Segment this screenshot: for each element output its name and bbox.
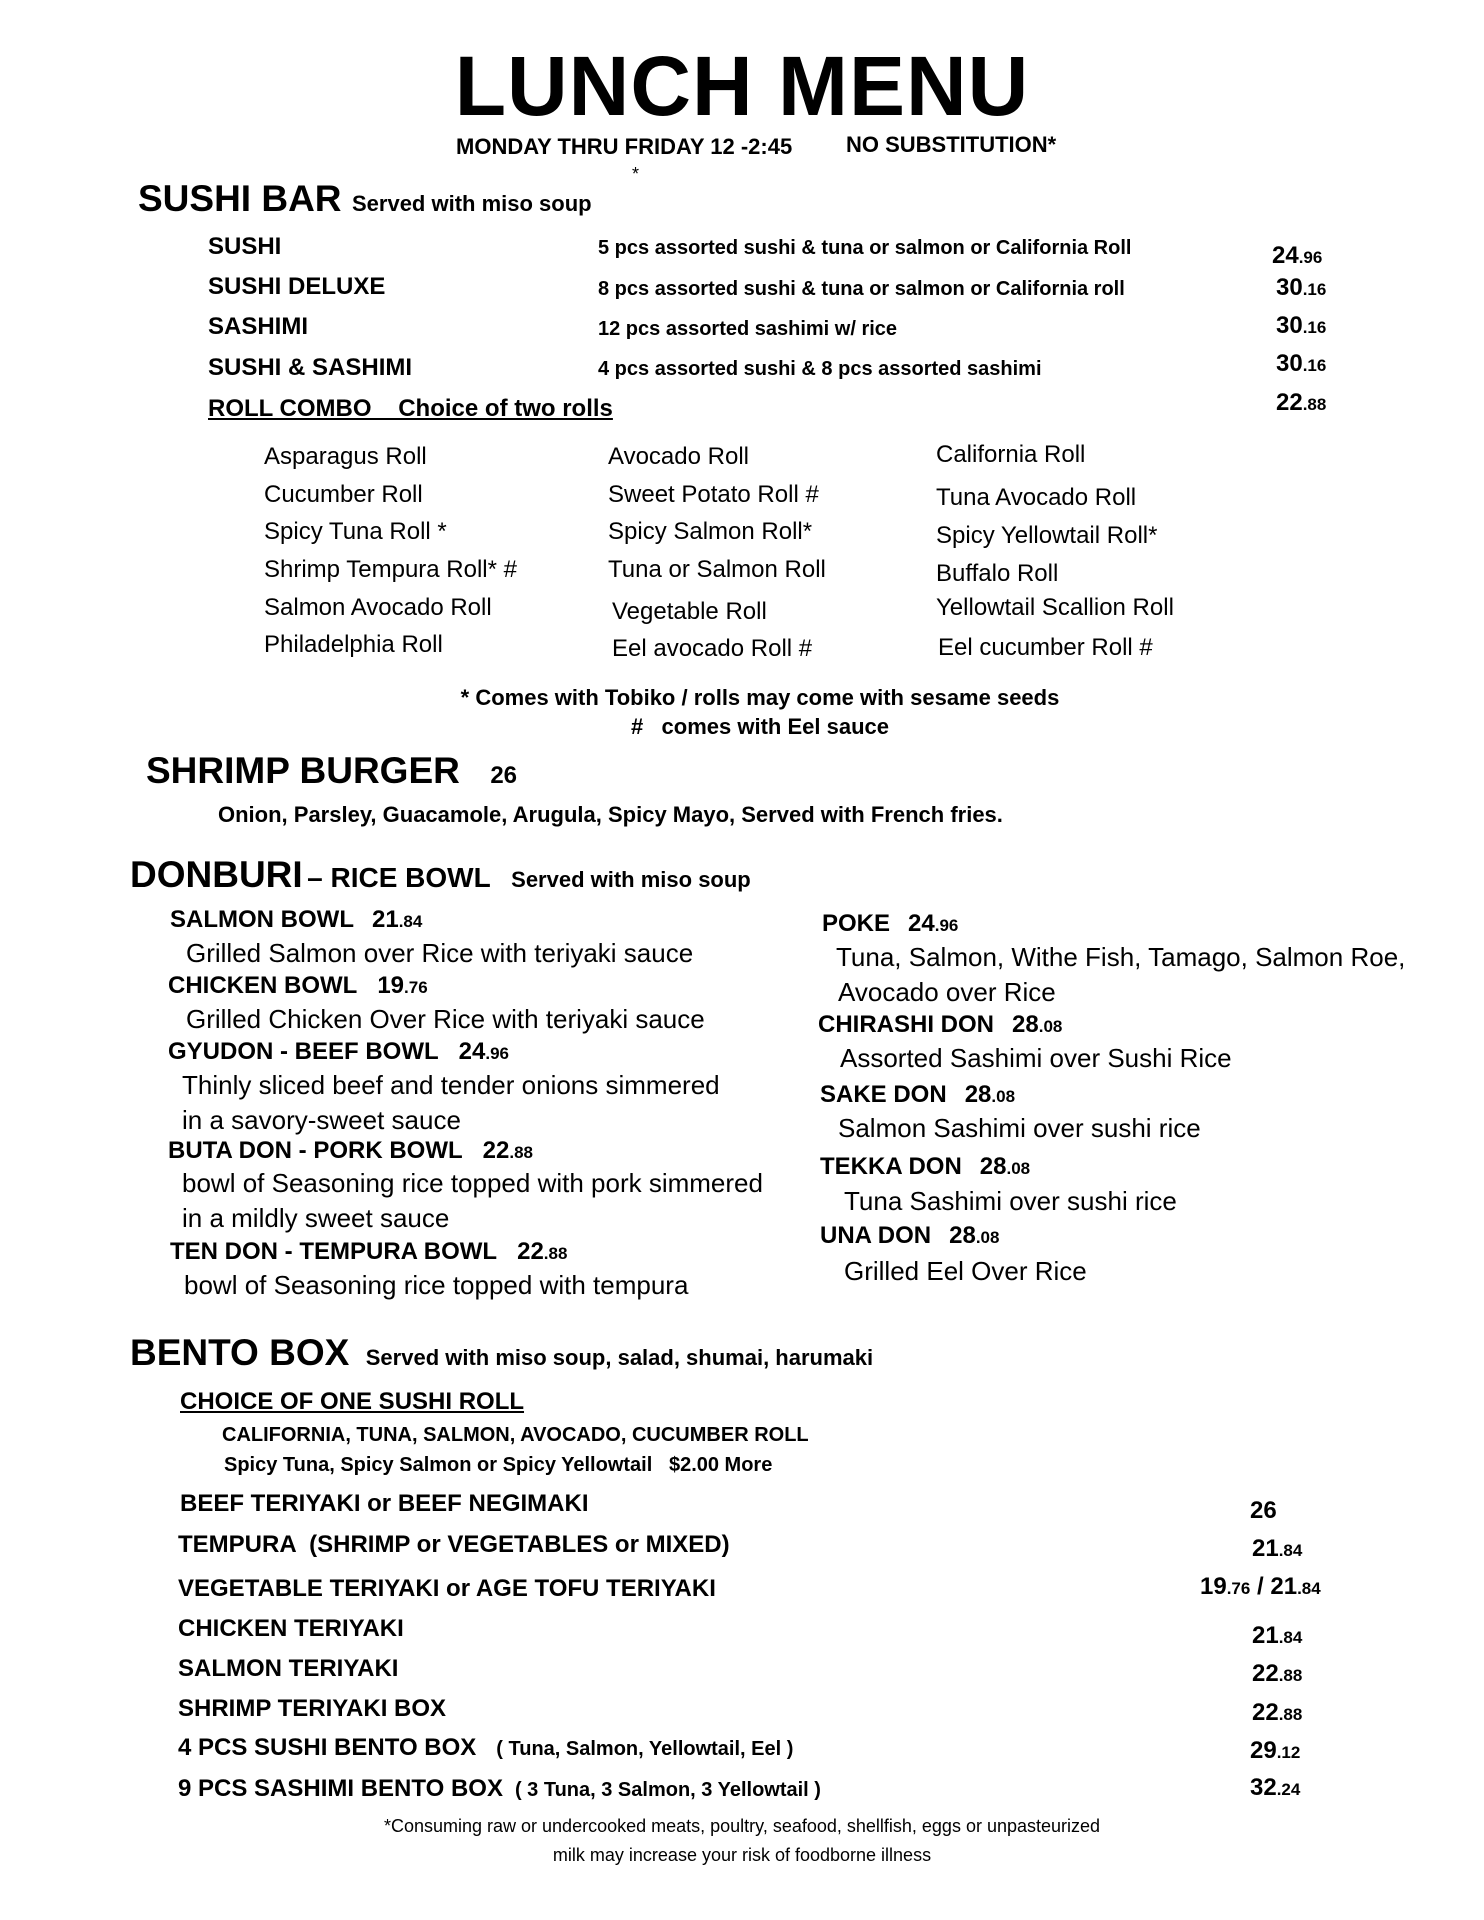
donburi-item-desc: Thinly sliced beef and tender onions simmered — [182, 1070, 720, 1100]
roll-item: Buffalo Roll — [936, 560, 1059, 587]
donburi-title-rice-bowl: – RICE BOWL — [307, 862, 491, 893]
bento-item-name: 4 PCS SUSHI BENTO BOX ( Tuna, Salmon, Yellowtail, Eel ) — [178, 1734, 794, 1761]
donburi-item-desc: Avocado over Rice — [838, 977, 1056, 1007]
roll-item: Sweet Potato Roll # — [608, 481, 819, 508]
donburi-item-desc: Tuna, Salmon, Withe Fish, Tamago, Salmon Roe, — [836, 942, 1406, 972]
eel-sauce-footnote: # comes with Eel sauce — [630, 714, 889, 739]
donburi-item-desc: bowl of Seasoning rice topped with pork simmered — [182, 1168, 763, 1198]
bento-item-price: 21.84 — [1252, 1622, 1303, 1649]
bento-item-name: SALMON TERIYAKI — [178, 1655, 399, 1682]
donburi-item-name: SAKE DON 28.08 — [820, 1081, 1016, 1108]
roll-item: Salmon Avocado Roll — [264, 594, 492, 621]
shrimp-burger-price: 26 — [490, 762, 518, 789]
donburi-item-name: TEN DON - TEMPURA BOWL 22.88 — [170, 1238, 568, 1265]
roll-item: Spicy Tuna Roll * — [264, 518, 447, 545]
donburi-item-desc: bowl of Seasoning rice topped with tempura — [184, 1270, 689, 1300]
sushi-item-price: 24.96 — [1272, 242, 1323, 269]
bento-choice-line1: CALIFORNIA, TUNA, SALMON, AVOCADO, CUCUMBER ROLL — [222, 1424, 809, 1446]
roll-item: Philadelphia Roll — [264, 631, 443, 658]
bento-item-price: 19.76 / 21.84 — [1200, 1573, 1321, 1600]
sushi-item-name: SASHIMI — [208, 313, 309, 340]
roll-item: Tuna or Salmon Roll — [608, 556, 826, 583]
roll-item: Eel cucumber Roll # — [938, 634, 1153, 661]
shrimp-burger-desc: Onion, Parsley, Guacamole, Arugula, Spicy Mayo, Served with French fries. — [218, 802, 1003, 827]
bento-choice-title: CHOICE OF ONE SUSHI ROLL — [180, 1388, 525, 1415]
donburi-item-name: POKE 24.96 — [822, 910, 959, 937]
shrimp-burger-title: SHRIMP BURGER — [146, 750, 460, 791]
page-title: LUNCH MENU — [454, 39, 1030, 133]
donburi-item-name: UNA DON 28.08 — [820, 1222, 1000, 1249]
sushi-bar-heading — [138, 178, 592, 220]
sushi-bar-subtitle: Served with miso soup — [351, 191, 592, 216]
sushi-item-price: 30.16 — [1276, 350, 1327, 377]
bento-item-name: BEEF TERIYAKI or BEEF NEGIMAKI — [180, 1490, 589, 1517]
sushi-item-desc: 4 pcs assorted sushi & 8 pcs assorted sashimi — [598, 358, 1042, 380]
bento-item-name: TEMPURA (SHRIMP or VEGETABLES or MIXED) — [178, 1531, 730, 1558]
sushi-item-name: SUSHI — [208, 233, 282, 260]
bento-item-price: 22.88 — [1252, 1660, 1303, 1687]
bento-item-name: SHRIMP TERIYAKI BOX — [178, 1695, 447, 1722]
bento-item-price: 22.88 — [1252, 1699, 1303, 1726]
donburi-heading — [130, 854, 751, 896]
sushi-item-desc: 8 pcs assorted sushi & tuna or salmon or California roll — [598, 278, 1125, 300]
roll-item: Yellowtail Scallion Roll — [936, 594, 1174, 621]
sushi-item-desc: 12 pcs assorted sashimi w/ rice — [598, 318, 898, 340]
sushi-item-desc: 5 pcs assorted sushi & tuna or salmon or California Roll — [598, 237, 1132, 259]
roll-item: Tuna Avocado Roll — [936, 484, 1137, 511]
roll-item: Spicy Salmon Roll* — [608, 518, 813, 545]
sushi-item-name: SUSHI DELUXE — [208, 273, 386, 300]
bento-item-name: 9 PCS SASHIMI BENTO BOX ( 3 Tuna, 3 Salmon, 3 Yellowtail ) — [178, 1775, 821, 1802]
donburi-item-name: CHIRASHI DON 28.08 — [818, 1011, 1063, 1038]
raw-food-warning: *Consuming raw or undercooked meats, poultry, seafood, shellfish, eggs or unpasteurized — [383, 1816, 1101, 1836]
bento-item-name: VEGETABLE TERIYAKI or AGE TOFU TERIYAKI — [178, 1575, 716, 1602]
roll-item: Avocado Roll — [608, 443, 749, 470]
donburi-item-desc: in a savory-sweet sauce — [182, 1105, 461, 1135]
roll-combo-label: ROLL COMBO Choice of two rolls — [208, 395, 613, 422]
donburi-item-name: SALMON BOWL 21.84 — [170, 906, 423, 933]
donburi-item-desc: Assorted Sashimi over Sushi Rice — [840, 1043, 1232, 1073]
hours-text: MONDAY THRU FRIDAY 12 -2:45 — [456, 134, 793, 159]
donburi-item-name: GYUDON - BEEF BOWL 24.96 — [168, 1038, 509, 1065]
donburi-subtitle: Served with miso soup — [511, 867, 751, 892]
roll-combo-price: 22.88 — [1276, 389, 1327, 416]
donburi-item-name: CHICKEN BOWL 19.76 — [168, 972, 428, 999]
bento-subtitle: Served with miso soup, salad, shumai, harumaki — [365, 1345, 874, 1370]
donburi-item-desc: Salmon Sashimi over sushi rice — [838, 1113, 1201, 1143]
bento-item-price: 26 — [1250, 1497, 1277, 1524]
roll-item: Cucumber Roll — [264, 481, 423, 508]
donburi-item-desc: in a mildly sweet sauce — [182, 1203, 450, 1233]
bento-item-name: CHICKEN TERIYAKI — [178, 1615, 404, 1642]
bento-item-price: 21.84 — [1252, 1535, 1303, 1562]
bento-heading — [130, 1332, 873, 1374]
donburi-item-desc: Grilled Salmon over Rice with teriyaki sauce — [186, 938, 694, 968]
donburi-item-name: BUTA DON - PORK BOWL 22.88 — [168, 1137, 533, 1164]
roll-item: Shrimp Tempura Roll* # — [264, 556, 517, 583]
raw-food-warning-line2: milk may increase your risk of foodborne illness — [552, 1845, 932, 1865]
donburi-item-desc: Grilled Chicken Over Rice with teriyaki sauce — [186, 1004, 705, 1034]
no-substitution-note: NO SUBSTITUTION* — [846, 132, 1057, 157]
bento-item-price: 29.12 — [1250, 1737, 1301, 1764]
roll-item: Spicy Yellowtail Roll* — [936, 522, 1158, 549]
donburi-title: DONBURI — [130, 854, 303, 895]
shrimp-burger-heading — [146, 750, 517, 792]
donburi-item-desc: Tuna Sashimi over sushi rice — [844, 1186, 1177, 1216]
header-asterisk: * — [632, 164, 640, 184]
roll-item: California Roll — [936, 441, 1086, 468]
roll-item: Vegetable Roll — [612, 598, 767, 625]
roll-item: Asparagus Roll — [264, 443, 427, 470]
donburi-item-desc: Grilled Eel Over Rice — [844, 1256, 1087, 1286]
donburi-item-name: TEKKA DON 28.08 — [820, 1153, 1031, 1180]
sushi-bar-title: SUSHI BAR — [138, 178, 342, 219]
tobiko-footnote: * Comes with Tobiko / rolls may come with sesame seeds — [460, 685, 1060, 710]
bento-title: BENTO BOX — [130, 1332, 350, 1373]
bento-choice-line2: Spicy Tuna, Spicy Salmon or Spicy Yellowtail $2.00 More — [224, 1454, 773, 1476]
sushi-item-name: SUSHI & SASHIMI — [208, 354, 413, 381]
bento-item-price: 32.24 — [1250, 1774, 1301, 1801]
sushi-item-price: 30.16 — [1276, 312, 1327, 339]
roll-item: Eel avocado Roll # — [612, 635, 813, 662]
sushi-item-price: 30.16 — [1276, 274, 1327, 301]
